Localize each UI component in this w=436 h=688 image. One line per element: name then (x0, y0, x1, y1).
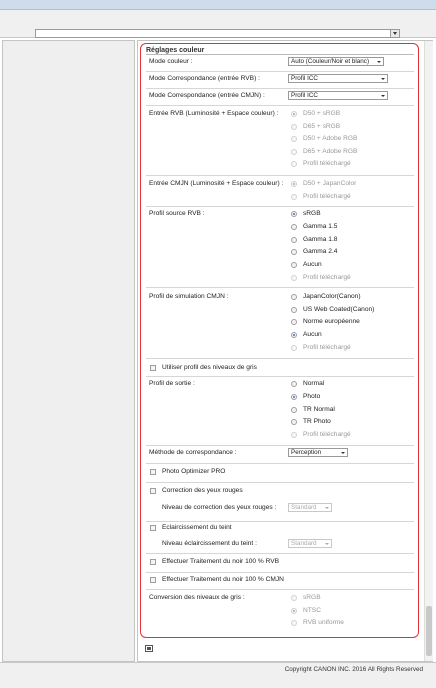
entree-cmjn-label: Entrée CMJN (Luminosité + Espace couleur) : (149, 180, 284, 187)
utiliser-profil-gris-label: Utiliser profil des niveaux de gris (162, 364, 257, 371)
option-label: D65 + Adobe RGB (303, 147, 358, 155)
section-divider (146, 445, 414, 446)
yeux-rouges-label: Correction des yeux rouges (162, 487, 243, 494)
mode-couleur-select[interactable] (288, 57, 384, 66)
panel-title: Réglages couleur (146, 47, 205, 54)
section-divider (146, 572, 414, 573)
vertical-scrollbar[interactable] (424, 41, 433, 661)
section-divider (146, 553, 414, 554)
left-navigation-pane (2, 40, 135, 662)
radio-button[interactable] (291, 394, 297, 400)
radio-button[interactable] (291, 224, 297, 230)
option-label: Photo (303, 392, 321, 400)
mode-corr-rvb-select[interactable] (288, 74, 388, 83)
eclaircissement-checkbox[interactable] (150, 525, 156, 531)
scrollbar-thumb[interactable] (426, 606, 432, 656)
option-label: Profil téléchargé (303, 343, 351, 351)
option-label: Profil téléchargé (303, 274, 351, 281)
option-label: RVB uniforme (303, 619, 344, 627)
section-divider (146, 376, 414, 377)
niveau-eclaircissement-value: Standard (291, 540, 317, 547)
radio-button (291, 124, 297, 130)
utiliser-profil-gris-checkbox[interactable] (150, 365, 156, 371)
mode-corr-cmjn-label: Mode Correspondance (entrée CMJN) : (149, 92, 265, 99)
mode-corr-rvb-label: Mode Correspondance (entrée RVB) : (149, 75, 260, 82)
option-label: TR Normal (303, 405, 335, 413)
option-label: D50 + sRGB (303, 110, 341, 117)
copyright-text: Copyright CANON INC. 2016 All Rights Reserved (284, 666, 423, 673)
page-top-icon[interactable] (145, 645, 153, 652)
section-divider (146, 358, 414, 359)
section-divider (146, 175, 414, 176)
section-divider (146, 482, 414, 483)
mode-couleur-label: Mode couleur : (149, 58, 193, 65)
niveau-eclaircissement-select (288, 539, 332, 548)
option-label: US Web Coated(Canon) (303, 305, 375, 313)
section-divider (146, 71, 414, 72)
section-divider (146, 88, 414, 89)
photo-optimizer-label: Photo Optimizer PRO (162, 468, 226, 475)
option-label: D50 + Adobe RGB (303, 135, 358, 142)
option-label: NTSC (303, 606, 321, 614)
noir-rvb-label: Effectuer Traitement du noir 100 % RVB (162, 558, 280, 565)
profil-simulation-label: Profil de simulation CMJN : (149, 293, 229, 300)
methode-corr-select[interactable] (288, 448, 348, 457)
title-divider (146, 54, 414, 55)
niveau-yeux-rouges-label: Niveau de correction des yeux rouges : (162, 504, 277, 511)
radio-button (291, 275, 297, 281)
niveau-eclaircissement-label: Niveau éclaircissement du teint : (162, 540, 257, 547)
radio-button (291, 608, 297, 614)
niveau-yeux-rouges-select (288, 503, 332, 512)
methode-corr-label: Méthode de correspondance : (149, 449, 237, 456)
radio-button[interactable] (291, 407, 297, 413)
section-divider (146, 206, 414, 207)
option-label: Aucun (303, 331, 322, 339)
niveau-yeux-rouges-value: Standard (291, 504, 317, 511)
radio-button (291, 181, 297, 187)
chevron-down-icon (377, 61, 381, 63)
option-label: Profil téléchargé (303, 160, 351, 167)
option-label: Gamma 1.5 (303, 222, 338, 230)
section-divider (146, 521, 414, 522)
option-label: JapanColor(Canon) (303, 293, 361, 300)
eclaircissement-label: Eclaircissement du teint (162, 524, 232, 531)
mode-corr-cmjn-select[interactable] (288, 91, 388, 100)
profil-source-label: Profil source RVB : (149, 210, 205, 217)
option-label: D65 + sRGB (303, 122, 341, 130)
chevron-down-icon (341, 452, 345, 454)
chevron-down-icon (325, 507, 329, 509)
option-label: sRGB (303, 210, 321, 217)
radio-button (291, 595, 297, 601)
entree-rvb-label: Entrée RVB (Luminosité + Espace couleur) : (149, 110, 279, 117)
radio-button (291, 161, 297, 167)
chevron-down-icon (381, 78, 385, 80)
mode-corr-rvb-value: Profil ICC (291, 75, 318, 82)
profil-sortie-label: Profil de sortie : (149, 380, 195, 387)
conversion-gris-label: Conversion des niveaux de gris : (149, 594, 245, 601)
address-dropdown[interactable] (35, 29, 400, 38)
radio-button (291, 111, 297, 117)
option-label: D50 + JapanColor (303, 180, 357, 187)
photo-optimizer-checkbox[interactable] (150, 469, 156, 475)
option-label: Gamma 1.8 (303, 235, 338, 243)
option-label: sRGB (303, 594, 321, 601)
option-label: Normal (303, 380, 325, 387)
chevron-down-icon[interactable] (390, 30, 399, 37)
radio-button[interactable] (291, 211, 297, 217)
chevron-down-icon (325, 543, 329, 545)
radio-button[interactable] (291, 307, 297, 313)
noir-cmjn-label: Effectuer Traitement du noir 100 % CMJN (162, 576, 284, 583)
noir-rvb-checkbox[interactable] (150, 559, 156, 565)
section-divider (146, 105, 414, 106)
color-settings-panel (140, 43, 419, 638)
chevron-down-icon (381, 95, 385, 97)
radio-button (291, 194, 297, 200)
radio-button[interactable] (291, 294, 297, 300)
option-label: TR Photo (303, 418, 331, 426)
radio-button (291, 149, 297, 155)
section-divider (146, 463, 414, 464)
yeux-rouges-checkbox[interactable] (150, 488, 156, 494)
browser-title-bar (0, 0, 436, 10)
section-divider (146, 589, 414, 590)
methode-corr-value: Perception (291, 449, 322, 456)
option-label: Norme européenne (303, 318, 360, 326)
section-divider (146, 287, 414, 288)
option-label: Profil téléchargé (303, 431, 351, 439)
option-label: Profil téléchargé (303, 192, 351, 200)
mode-couleur-value: Auto (Couleur/Noir et blanc) (291, 58, 370, 65)
mode-corr-cmjn-value: Profil ICC (291, 92, 318, 99)
option-label: Gamma 2.4 (303, 248, 338, 256)
option-label: Aucun (303, 261, 322, 269)
radio-button (291, 136, 297, 142)
radio-button[interactable] (291, 237, 297, 243)
radio-button[interactable] (291, 381, 297, 387)
noir-cmjn-checkbox[interactable] (150, 577, 156, 583)
radio-button (291, 345, 297, 351)
